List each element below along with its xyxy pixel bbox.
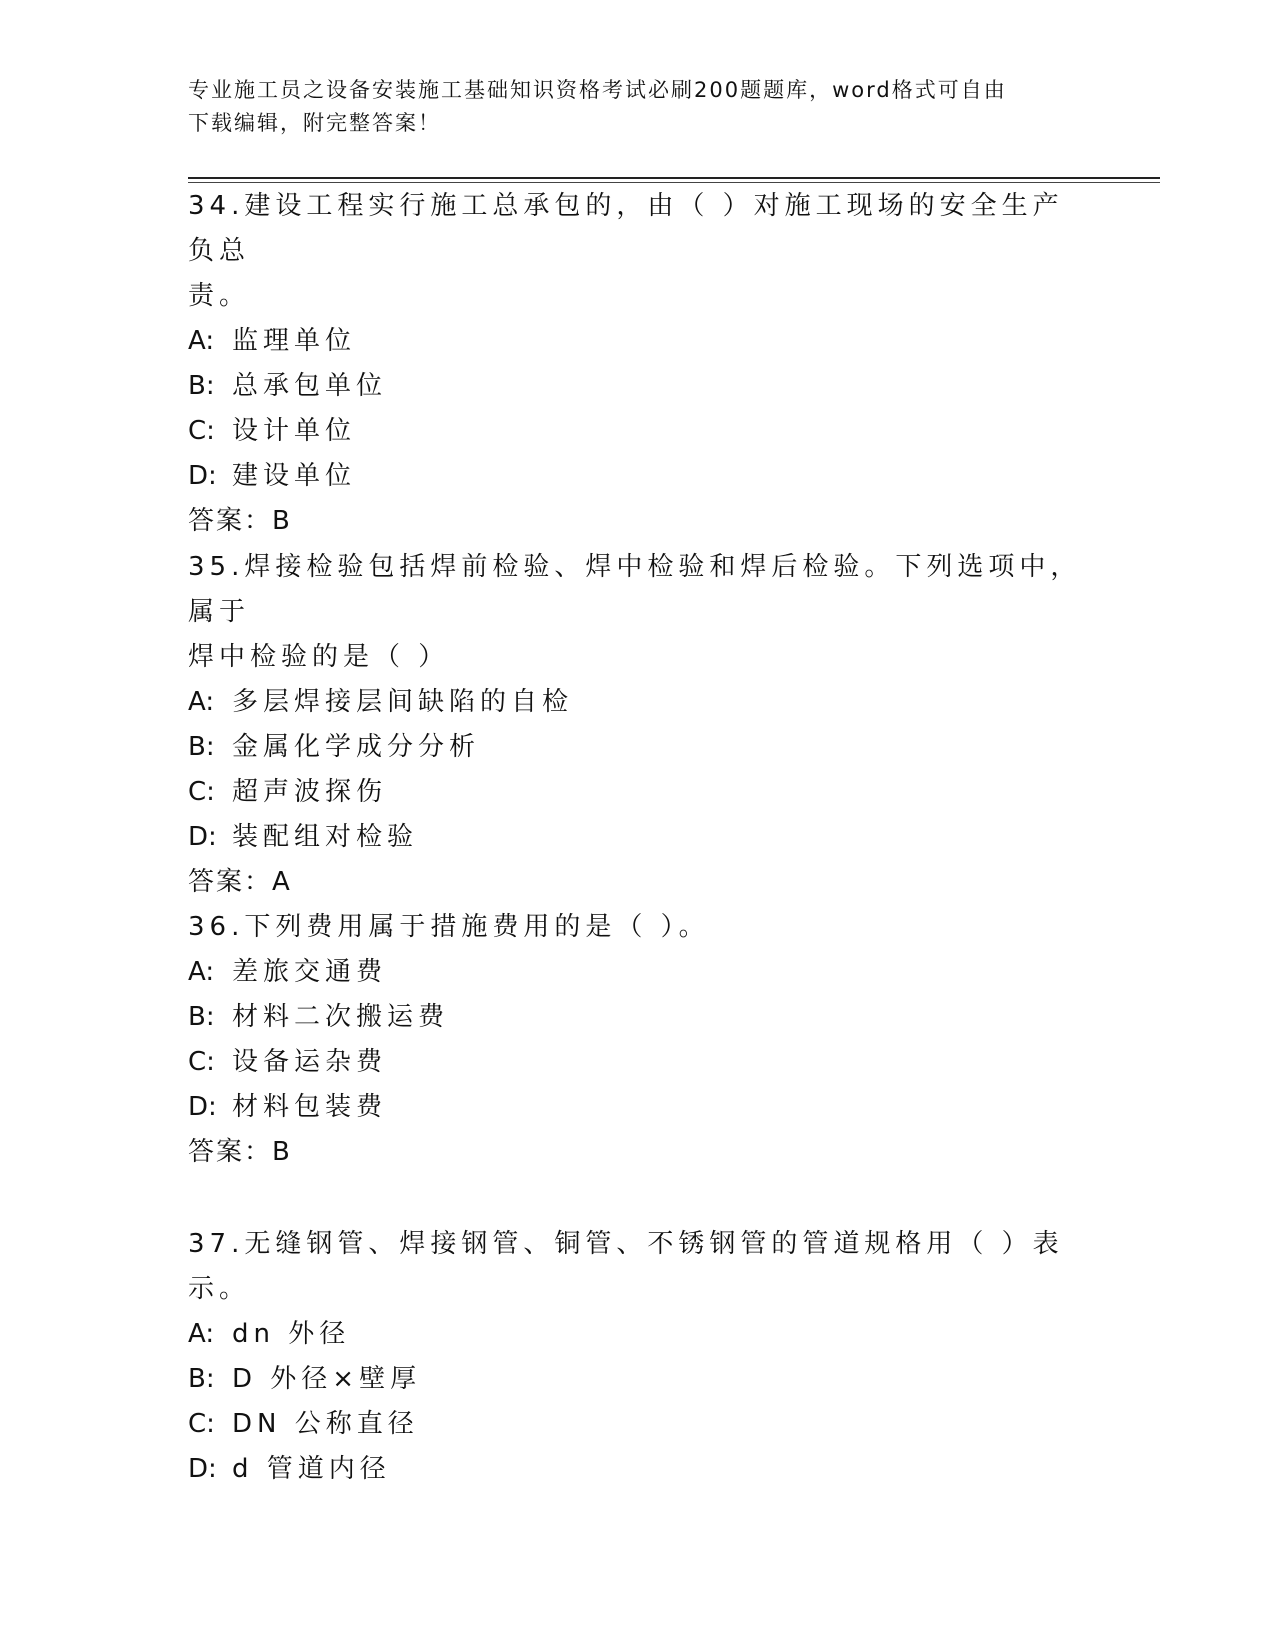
option-letter: D:: [188, 822, 217, 852]
question-37: [188, 1222, 1088, 1492]
header-line-2: 下载编辑，附完整答案！: [188, 111, 441, 135]
question-stem-line: 37.无缝钢管、焊接钢管、铜管、不锈钢管的管道规格用（ ）表示。: [188, 1229, 1064, 1304]
option-d: [188, 1085, 1088, 1130]
header-divider-thin: [188, 182, 1160, 183]
option-letter: C:: [188, 416, 215, 446]
option-c: [188, 409, 1088, 454]
option-a: [188, 680, 1088, 725]
option-letter: D:: [188, 1092, 217, 1122]
option-d: [188, 454, 1088, 499]
option-text: 建设单位: [232, 461, 357, 491]
option-a: [188, 1312, 1088, 1357]
option-text: 多层焊接层间缺陷的自检: [232, 687, 574, 717]
option-a: [188, 319, 1088, 364]
option-text: 金属化学成分分析: [232, 732, 481, 762]
option-letter: A:: [188, 326, 215, 356]
option-text: DN 公称直径: [232, 1409, 419, 1439]
option-text: 设计单位: [232, 416, 357, 446]
option-text: 装配组对检验: [232, 822, 419, 852]
option-b: [188, 1357, 1088, 1402]
option-text: 超声波探伤: [232, 777, 388, 807]
question-34: [188, 184, 1088, 544]
option-text: 材料二次搬运费: [232, 1002, 450, 1032]
option-letter: D:: [188, 1454, 217, 1484]
option-d: [188, 815, 1088, 860]
option-b: [188, 364, 1088, 409]
answer: 答案：B: [188, 506, 292, 536]
question-stem-line: 36.下列费用属于措施费用的是（ ）。: [188, 912, 710, 942]
option-text: D 外径×壁厚: [232, 1364, 422, 1394]
answer: 答案：A: [188, 867, 292, 897]
option-text: dn 外径: [232, 1319, 351, 1349]
option-c: [188, 770, 1088, 815]
option-letter: A:: [188, 687, 215, 717]
option-c: [188, 1402, 1088, 1447]
option-b: [188, 725, 1088, 770]
option-text: 差旅交通费: [232, 957, 388, 987]
question-35: [188, 545, 1088, 905]
option-d: [188, 1447, 1088, 1492]
answer: 答案：B: [188, 1137, 292, 1167]
option-letter: A:: [188, 957, 215, 987]
header-line-1: 专业施工员之设备安装施工基础知识资格考试必刷200题题库，word格式可自由: [188, 78, 1007, 102]
option-text: 设备运杂费: [232, 1047, 388, 1077]
option-text: 材料包装费: [232, 1092, 388, 1122]
option-letter: B:: [188, 371, 215, 401]
document-header: [188, 74, 1088, 140]
option-text: 监理单位: [232, 326, 357, 356]
question-stem-line: 责。: [188, 281, 251, 311]
option-a: [188, 950, 1088, 995]
option-letter: B:: [188, 732, 215, 762]
option-letter: B:: [188, 1002, 215, 1032]
question-stem-line: 35.焊接检验包括焊前检验、焊中检验和焊后检验。下列选项中，属于: [188, 552, 1082, 627]
option-b: [188, 995, 1088, 1040]
option-letter: C:: [188, 1409, 215, 1439]
option-letter: C:: [188, 1047, 215, 1077]
question-36: [188, 905, 1088, 1175]
option-letter: A:: [188, 1319, 215, 1349]
option-letter: C:: [188, 777, 215, 807]
option-letter: D:: [188, 461, 217, 491]
question-stem-line: 34.建设工程实行施工总承包的，由（ ）对施工现场的安全生产负总: [188, 191, 1064, 266]
header-divider-thick: [188, 177, 1160, 179]
question-stem-line: 焊中检验的是（ ）: [188, 642, 450, 672]
option-c: [188, 1040, 1088, 1085]
option-text: d 管道内径: [232, 1454, 391, 1484]
option-text: 总承包单位: [232, 371, 388, 401]
option-letter: B:: [188, 1364, 215, 1394]
